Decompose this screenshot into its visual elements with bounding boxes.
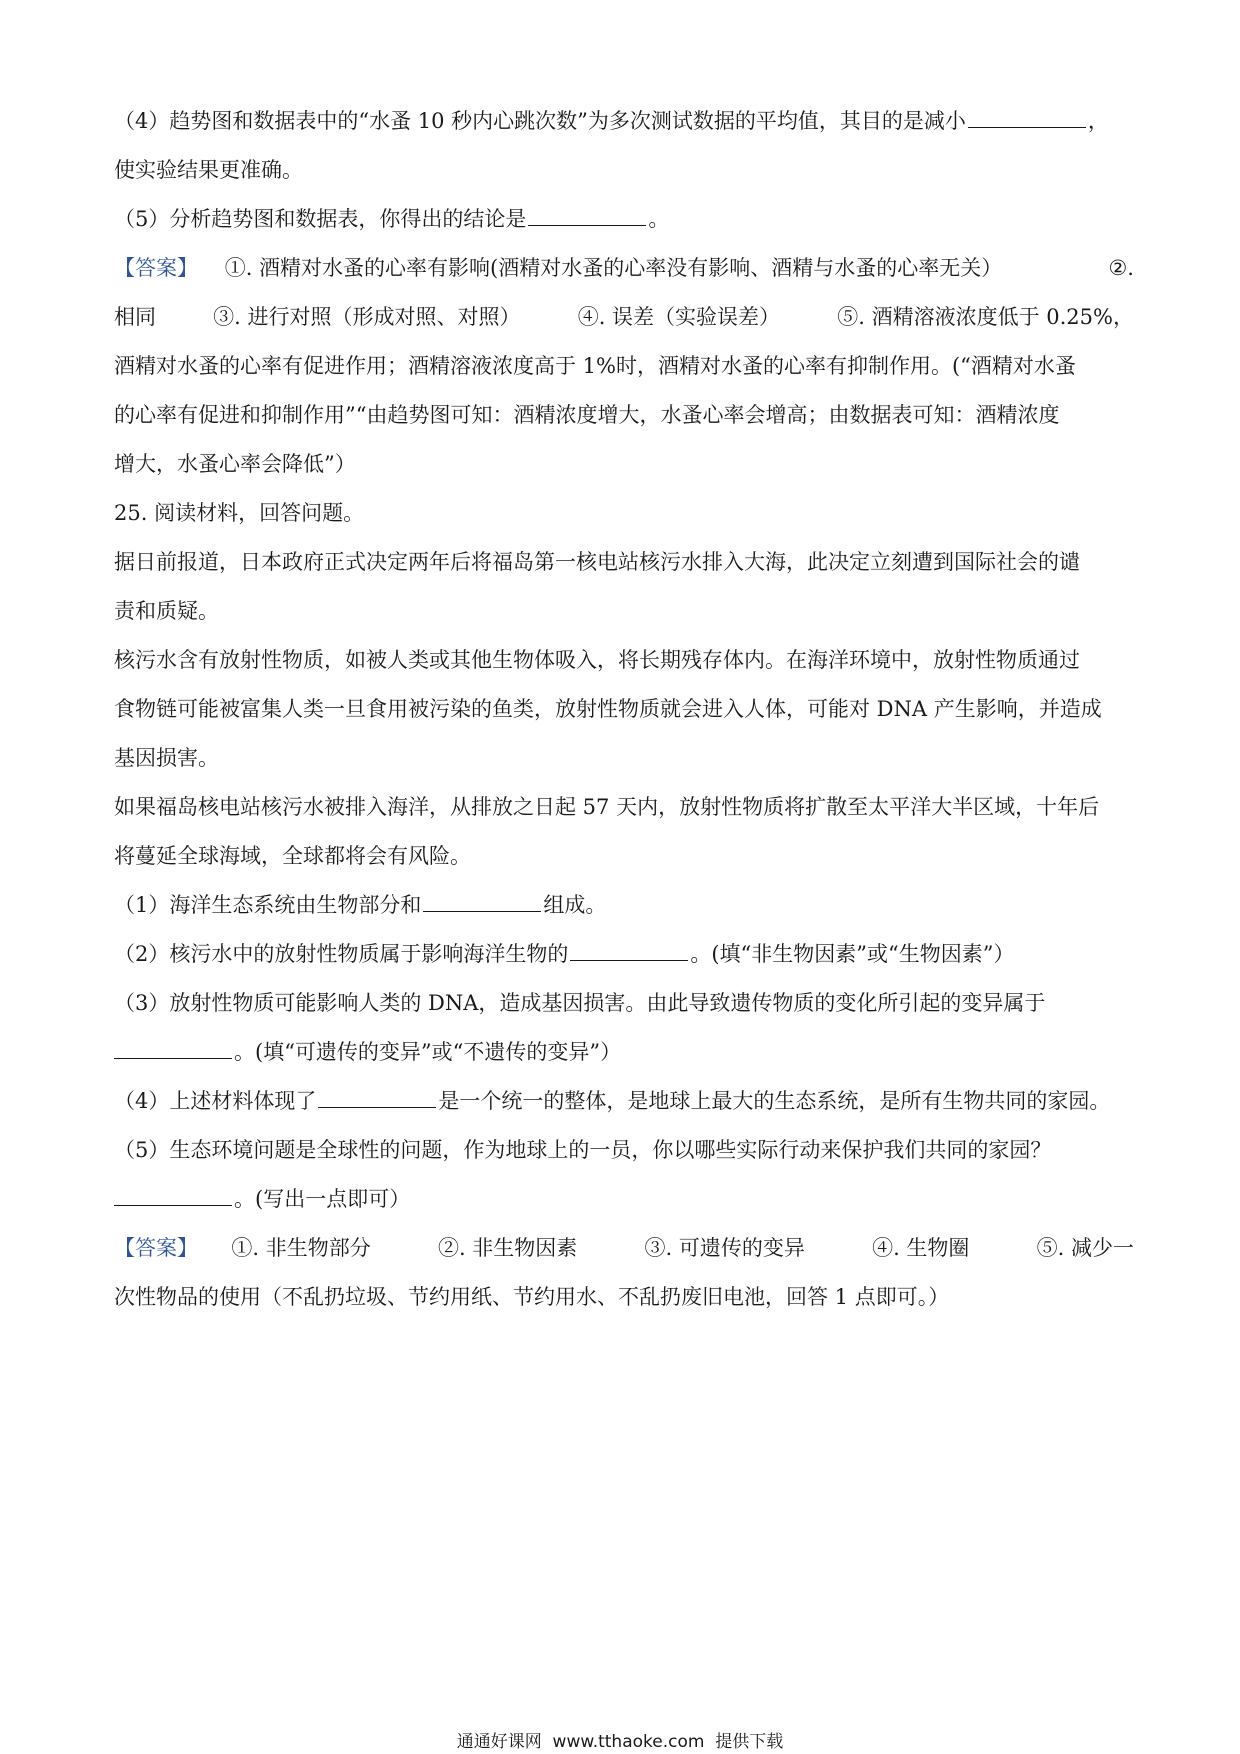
q24-answer-5: ⑤. 酒精溶液浓度低于 0.25%， xyxy=(837,305,1134,329)
q25-sub2 xyxy=(114,930,1134,979)
material-text: 核污水含有放射性物质，如被人类或其他生物体吸入，将长期残存体内。在海洋环境中，放射性物质通过 xyxy=(114,648,1080,672)
page-footer: 通通好课网 www.tthaoke.com 提供下载 xyxy=(456,1732,784,1752)
q25-sub3-line1 xyxy=(114,979,1134,1028)
q25-sub5-line1 xyxy=(114,1126,1134,1175)
q25-answer-2: ②. 非生物因素 xyxy=(437,1236,578,1260)
q25-sub3-line2 xyxy=(114,1028,1134,1077)
q25-answer-4: ④. 生物圈 xyxy=(872,1236,970,1260)
q25-answer-line1 xyxy=(114,1224,1134,1273)
q24-part4-line1 xyxy=(114,97,1134,146)
q24-answer-text: 的心率有促进和抑制作用”“由趋势图可知：酒精浓度增大，水蚤心率会增高；由数据表可知：酒精浓度 xyxy=(114,403,1060,427)
q24-answer-line1 xyxy=(114,244,1134,293)
q25-sub4-text: （4）上述材料体现了 xyxy=(114,1089,317,1113)
answer-blank xyxy=(968,103,1086,128)
q25-sub4-end: 是一个统一的整体，是地球上最大的生态系统，是所有生物共同的家园。 xyxy=(438,1089,1111,1113)
q25-answer-5: ⑤. 减少一 xyxy=(1036,1236,1134,1260)
answer-blank xyxy=(318,1083,436,1108)
q25-answer-text: 次性物品的使用（不乱扔垃圾、节约用纸、节约用水、不乱扔废旧电池，回答 1 点即可。） xyxy=(114,1285,950,1309)
q24-answer-line4 xyxy=(114,391,1134,440)
q25-material2-line1 xyxy=(114,636,1134,685)
q24-answer-4: ④. 误差（实验误差） xyxy=(577,305,781,329)
material-text: 食物链可能被富集人类一旦食用被污染的鱼类，放射性物质就会进入人体，可能对 DNA 产生影响，并造成 xyxy=(114,697,1102,721)
q24-part5-line xyxy=(114,195,1134,244)
q25-sub1 xyxy=(114,881,1134,930)
answer-blank xyxy=(114,1034,232,1059)
q24-part5-end: 。 xyxy=(648,207,670,231)
q25-material3-line2 xyxy=(114,832,1134,881)
q25-answer-3: ③. 可遗传的变异 xyxy=(644,1236,805,1260)
q25-material2-line3 xyxy=(114,734,1134,783)
q24-part4-text: （4）趋势图和数据表中的“水蚤 10 秒内心跳次数”为多次测试数据的平均值，其目的是减小 xyxy=(114,109,966,133)
q24-answer-text: 酒精对水蚤的心率有促进作用；酒精溶液浓度高于 1%时，酒精对水蚤的心率有抑制作用。(“酒精对水蚤 xyxy=(114,354,1076,378)
answer-tag: 【答案】 xyxy=(114,256,198,280)
q25-answer-line2 xyxy=(114,1273,1134,1322)
q25-material3-line1 xyxy=(114,783,1134,832)
q25-sub2-text: （2）核污水中的放射性物质属于影响海洋生物的 xyxy=(114,942,569,966)
q25-material1-line2 xyxy=(114,587,1134,636)
q25-sub5-end: 。(写出一点即可） xyxy=(234,1187,411,1211)
q25-sub1-text: （1）海洋生态系统由生物部分和 xyxy=(114,893,422,917)
q25-sub2-end: 。(填“非生物因素”或“生物因素”） xyxy=(690,942,1015,966)
answer-blank xyxy=(528,201,646,226)
q24-answer-2-marker: ②. xyxy=(1108,256,1134,280)
answer-blank xyxy=(570,936,688,961)
material-text: 据日前报道，日本政府正式决定两年后将福岛第一核电站核污水排入大海，此决定立刻遭到国际社会的谴 xyxy=(114,550,1080,574)
q24-answer-1: ①. 酒精对水蚤的心率有影响(酒精对水蚤的心率没有影响、酒精与水蚤的心率无关） xyxy=(224,256,1003,280)
material-text: 如果福岛核电站核污水被排入海洋，从排放之日起 57 天内，放射性物质将扩散至太平洋大半区域，十年后 xyxy=(114,795,1100,819)
document-body xyxy=(114,97,1134,1322)
q25-sub5-line2 xyxy=(114,1175,1134,1224)
q24-answer-2: 相同 xyxy=(114,305,156,329)
material-text: 基因损害。 xyxy=(114,746,219,770)
q25-sub4 xyxy=(114,1077,1134,1126)
q25-title-text: 25. 阅读材料，回答问题。 xyxy=(114,501,365,525)
q24-part4-comma: ， xyxy=(1087,109,1109,133)
material-text: 责和质疑。 xyxy=(114,599,219,623)
answer-blank xyxy=(114,1181,232,1206)
q25-title xyxy=(114,489,1134,538)
q24-part4-text-cont: 使实验结果更准确。 xyxy=(114,158,303,182)
q25-material1-line1 xyxy=(114,538,1134,587)
q24-answer-text: 增大，水蚤心率会降低”） xyxy=(114,452,356,476)
q24-answer-line5 xyxy=(114,440,1134,489)
q24-answer-line2 xyxy=(114,293,1134,342)
answer-tag: 【答案】 xyxy=(114,1236,198,1260)
q24-part5-text: （5）分析趋势图和数据表，你得出的结论是 xyxy=(114,207,527,231)
answer-blank xyxy=(423,887,541,912)
q25-sub5-text: （5）生态环境问题是全球性的问题，作为地球上的一员，你以哪些实际行动来保护我们共同的家园？ xyxy=(114,1138,1052,1162)
q25-answer-1: ①. 非生物部分 xyxy=(231,1236,371,1260)
q25-sub3-end: 。(填“可遗传的变异”或“不遗传的变异”） xyxy=(234,1040,622,1064)
q24-answer-line3 xyxy=(114,342,1134,391)
q25-material2-line2 xyxy=(114,685,1134,734)
q25-sub1-end: 组成。 xyxy=(543,893,607,917)
q25-sub3-text: （3）放射性物质可能影响人类的 DNA，造成基因损害。由此导致遗传物质的变化所引起的变异属于 xyxy=(114,991,1046,1015)
q24-part4-line2 xyxy=(114,146,1134,195)
material-text: 将蔓延全球海域，全球都将会有风险。 xyxy=(114,844,471,868)
q24-answer-3: ③. 进行对照（形成对照、对照） xyxy=(213,305,521,329)
